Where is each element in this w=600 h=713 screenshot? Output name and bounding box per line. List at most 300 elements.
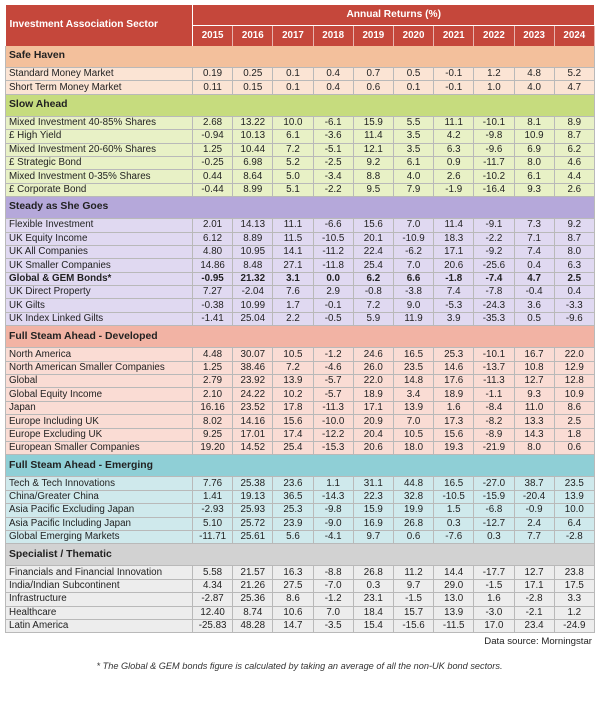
return-value: 14.52 <box>233 441 273 454</box>
return-value: 10.6 <box>273 606 313 619</box>
return-value: 18.9 <box>353 388 393 401</box>
return-value: 8.0 <box>514 441 554 454</box>
sector-column-header: Investment Association Sector <box>6 5 193 46</box>
return-value: 11.2 <box>393 566 433 579</box>
sector-name: Tech & Tech Innovations <box>6 477 193 490</box>
return-value: -12.2 <box>313 428 353 441</box>
return-value: -3.5 <box>313 619 353 632</box>
return-value: -10.1 <box>474 348 514 361</box>
return-value: 0.6 <box>554 441 594 454</box>
return-value: 11.0 <box>514 401 554 414</box>
year-header-2022: 2022 <box>474 26 514 47</box>
return-value: 12.9 <box>554 361 594 374</box>
sector-name: Global <box>6 375 193 388</box>
return-value: 1.6 <box>474 593 514 606</box>
return-value: -9.1 <box>474 219 514 232</box>
return-value: 10.8 <box>514 361 554 374</box>
sector-name: India/Indian Subcontinent <box>6 579 193 592</box>
return-value: 25.61 <box>233 530 273 543</box>
return-value: -6.6 <box>313 219 353 232</box>
return-value: 12.7 <box>514 566 554 579</box>
return-value: 11.9 <box>393 312 433 325</box>
return-value: -16.4 <box>474 183 514 196</box>
return-value: -7.6 <box>434 530 474 543</box>
table-row <box>6 245 595 258</box>
table-row <box>6 477 595 490</box>
return-value: 7.2 <box>353 299 393 312</box>
return-value: 16.16 <box>193 401 233 414</box>
return-value: 21.57 <box>233 566 273 579</box>
return-value: -9.6 <box>554 312 594 325</box>
return-value: -12.7 <box>474 517 514 530</box>
year-header-2023: 2023 <box>514 26 554 47</box>
return-value: -11.2 <box>313 245 353 258</box>
table-body <box>6 46 595 633</box>
return-value: -1.5 <box>393 593 433 606</box>
table-row <box>6 348 595 361</box>
return-value: 5.6 <box>273 530 313 543</box>
return-value: -0.44 <box>193 183 233 196</box>
sector-name: UK Smaller Companies <box>6 259 193 272</box>
return-value: 8.48 <box>233 259 273 272</box>
return-value: 14.8 <box>393 375 433 388</box>
return-value: 44.8 <box>393 477 433 490</box>
return-value: 11.1 <box>273 219 313 232</box>
return-value: -27.0 <box>474 477 514 490</box>
sector-name: North America <box>6 348 193 361</box>
data-source-note: Data source: Morningstar <box>484 636 592 648</box>
return-value: -0.95 <box>193 272 233 285</box>
return-value: 8.9 <box>554 116 594 129</box>
return-value: 15.9 <box>353 504 393 517</box>
return-value: 23.92 <box>233 375 273 388</box>
return-value: 5.10 <box>193 517 233 530</box>
return-value: 17.8 <box>273 401 313 414</box>
return-value: 17.1 <box>434 245 474 258</box>
return-value: 8.0 <box>514 156 554 169</box>
sector-name: Global & GEM Bonds* <box>6 272 193 285</box>
table-row <box>6 219 595 232</box>
return-value: -1.5 <box>474 579 514 592</box>
return-value: -5.1 <box>313 143 353 156</box>
table-row <box>6 619 595 632</box>
return-value: 6.1 <box>393 156 433 169</box>
return-value: -10.0 <box>313 415 353 428</box>
group-title: Full Steam Ahead - Developed <box>6 326 595 348</box>
return-value: -7.4 <box>474 272 514 285</box>
return-value: 29.0 <box>434 579 474 592</box>
sector-name: China/Greater China <box>6 490 193 503</box>
return-value: -9.2 <box>474 245 514 258</box>
return-value: 14.7 <box>273 619 313 632</box>
return-value: -3.0 <box>474 606 514 619</box>
table-row <box>6 517 595 530</box>
return-value: 9.7 <box>393 579 433 592</box>
return-value: 9.3 <box>514 183 554 196</box>
return-value: 26.8 <box>353 566 393 579</box>
return-value: 4.0 <box>514 81 554 94</box>
table-row <box>6 170 595 183</box>
sector-name: Mixed Investment 20-60% Shares <box>6 143 193 156</box>
table-row <box>6 566 595 579</box>
return-value: 2.79 <box>193 375 233 388</box>
return-value: 16.7 <box>514 348 554 361</box>
return-value: 7.1 <box>514 232 554 245</box>
return-value: -11.8 <box>313 259 353 272</box>
return-value: 10.9 <box>554 388 594 401</box>
return-value: 6.98 <box>233 156 273 169</box>
return-value: 17.3 <box>434 415 474 428</box>
sector-name: UK Index Linked Gilts <box>6 312 193 325</box>
return-value: 1.2 <box>554 606 594 619</box>
return-value: 4.8 <box>514 68 554 81</box>
return-value: 13.9 <box>273 375 313 388</box>
return-value: 6.2 <box>353 272 393 285</box>
return-value: 17.1 <box>353 401 393 414</box>
return-value: 23.9 <box>273 517 313 530</box>
return-value: 13.22 <box>233 116 273 129</box>
return-value: -3.4 <box>313 170 353 183</box>
table-row <box>6 415 595 428</box>
return-value: -4.6 <box>313 361 353 374</box>
return-value: 17.6 <box>434 375 474 388</box>
return-value: -0.4 <box>514 286 554 299</box>
return-value: -3.6 <box>313 130 353 143</box>
return-value: -10.5 <box>313 232 353 245</box>
return-value: 2.5 <box>554 272 594 285</box>
return-value: -8.2 <box>474 415 514 428</box>
table-row <box>6 81 595 94</box>
return-value: 1.6 <box>434 401 474 414</box>
return-value: 13.9 <box>393 401 433 414</box>
return-value: 18.9 <box>434 388 474 401</box>
sector-name: Latin America <box>6 619 193 632</box>
return-value: 2.4 <box>514 517 554 530</box>
return-value: -0.25 <box>193 156 233 169</box>
return-value: 6.3 <box>554 259 594 272</box>
return-value: 17.1 <box>514 579 554 592</box>
return-value: 7.0 <box>393 415 433 428</box>
return-value: 23.8 <box>554 566 594 579</box>
footnote: * The Global & GEM bonds figure is calculated by taking an average of all the non-UK bond sectors. <box>96 661 503 672</box>
return-value: -3.8 <box>393 286 433 299</box>
return-value: 9.5 <box>353 183 393 196</box>
table-row <box>6 286 595 299</box>
sector-name: Asia Pacific Excluding Japan <box>6 504 193 517</box>
return-value: -35.3 <box>474 312 514 325</box>
table-row <box>6 272 595 285</box>
return-value: -1.8 <box>434 272 474 285</box>
return-value: 14.16 <box>233 415 273 428</box>
table-row <box>6 428 595 441</box>
return-value: 9.0 <box>393 299 433 312</box>
return-value: 8.6 <box>554 401 594 414</box>
return-value: 0.3 <box>474 530 514 543</box>
return-value: -2.93 <box>193 504 233 517</box>
return-value: 8.02 <box>193 415 233 428</box>
table-row <box>6 579 595 592</box>
return-value: -0.1 <box>434 81 474 94</box>
return-value: -6.1 <box>313 116 353 129</box>
return-value: -8.9 <box>474 428 514 441</box>
return-value: 25.4 <box>353 259 393 272</box>
return-value: 0.6 <box>353 81 393 94</box>
return-value: -1.2 <box>313 348 353 361</box>
sector-name: UK Direct Property <box>6 286 193 299</box>
return-value: 19.13 <box>233 490 273 503</box>
return-value: 10.5 <box>393 428 433 441</box>
return-value: 0.1 <box>273 81 313 94</box>
table-row <box>6 130 595 143</box>
return-value: 17.4 <box>273 428 313 441</box>
table-row <box>6 530 595 543</box>
return-value: 15.6 <box>434 428 474 441</box>
sector-name: European Smaller Companies <box>6 441 193 454</box>
return-value: 14.86 <box>193 259 233 272</box>
return-value: 18.3 <box>434 232 474 245</box>
return-value: 3.5 <box>393 130 433 143</box>
return-value: 24.22 <box>233 388 273 401</box>
sector-name: Financials and Financial Innovation <box>6 566 193 579</box>
sector-name: Japan <box>6 401 193 414</box>
return-value: 1.8 <box>554 428 594 441</box>
year-header-2021: 2021 <box>434 26 474 47</box>
return-value: 0.1 <box>273 68 313 81</box>
return-value: 4.2 <box>434 130 474 143</box>
return-value: 10.99 <box>233 299 273 312</box>
group-header-row <box>6 455 595 477</box>
return-value: 25.72 <box>233 517 273 530</box>
sector-name: Asia Pacific Including Japan <box>6 517 193 530</box>
return-value: 8.6 <box>273 593 313 606</box>
group-title: Full Steam Ahead - Emerging <box>6 455 595 477</box>
return-value: 13.0 <box>434 593 474 606</box>
return-value: 0.3 <box>353 579 393 592</box>
return-value: 21.26 <box>233 579 273 592</box>
return-value: 7.4 <box>434 286 474 299</box>
return-value: -1.1 <box>474 388 514 401</box>
return-value: 25.4 <box>273 441 313 454</box>
group-header-row <box>6 197 595 219</box>
group-header-row <box>6 94 595 116</box>
sector-name: £ Corporate Bond <box>6 183 193 196</box>
return-value: 0.25 <box>233 68 273 81</box>
return-value: 16.9 <box>353 517 393 530</box>
return-value: 10.95 <box>233 245 273 258</box>
return-value: 30.07 <box>233 348 273 361</box>
return-value: 11.4 <box>353 130 393 143</box>
return-value: -6.2 <box>393 245 433 258</box>
group-title: Safe Haven <box>6 46 595 68</box>
return-value: 1.1 <box>313 477 353 490</box>
table-row <box>6 593 595 606</box>
return-value: 24.6 <box>353 348 393 361</box>
return-value: 4.34 <box>193 579 233 592</box>
return-value: -21.9 <box>474 441 514 454</box>
table-row <box>6 259 595 272</box>
return-value: 25.38 <box>233 477 273 490</box>
group-header-row <box>6 326 595 348</box>
return-value: 25.3 <box>273 504 313 517</box>
return-value: -4.1 <box>313 530 353 543</box>
return-value: -10.5 <box>434 490 474 503</box>
return-value: 5.58 <box>193 566 233 579</box>
return-value: 10.0 <box>554 504 594 517</box>
return-value: -15.3 <box>313 441 353 454</box>
return-value: 23.52 <box>233 401 273 414</box>
return-value: -5.7 <box>313 375 353 388</box>
sector-name: UK Equity Income <box>6 232 193 245</box>
return-value: 18.4 <box>353 606 393 619</box>
return-value: 2.68 <box>193 116 233 129</box>
return-value: 7.76 <box>193 477 233 490</box>
group-header-row <box>6 544 595 566</box>
return-value: 4.7 <box>554 81 594 94</box>
return-value: 13.9 <box>434 606 474 619</box>
sector-name: Europe Including UK <box>6 415 193 428</box>
table-row <box>6 361 595 374</box>
returns-table-container <box>5 5 594 671</box>
return-value: 7.4 <box>514 245 554 258</box>
sector-name: UK All Companies <box>6 245 193 258</box>
table-row <box>6 606 595 619</box>
return-value: 0.6 <box>393 530 433 543</box>
table-row <box>6 143 595 156</box>
table-row <box>6 116 595 129</box>
return-value: 14.13 <box>233 219 273 232</box>
return-value: 0.5 <box>514 312 554 325</box>
return-value: -7.0 <box>313 579 353 592</box>
return-value: 25.93 <box>233 504 273 517</box>
return-value: 16.5 <box>393 348 433 361</box>
return-value: 15.4 <box>353 619 393 632</box>
return-value: 4.4 <box>554 170 594 183</box>
return-value: 2.6 <box>554 183 594 196</box>
return-value: 3.6 <box>514 299 554 312</box>
return-value: 5.5 <box>393 116 433 129</box>
return-value: 0.11 <box>193 81 233 94</box>
return-value: 1.25 <box>193 361 233 374</box>
return-value: 6.1 <box>273 130 313 143</box>
return-value: 7.9 <box>393 183 433 196</box>
return-value: 4.6 <box>554 156 594 169</box>
return-value: 18.0 <box>393 441 433 454</box>
return-value: -2.2 <box>313 183 353 196</box>
return-value: 13.3 <box>514 415 554 428</box>
return-value: 8.89 <box>233 232 273 245</box>
table-row <box>6 312 595 325</box>
return-value: 8.8 <box>353 170 393 183</box>
return-value: 0.4 <box>313 81 353 94</box>
return-value: 8.64 <box>233 170 273 183</box>
return-value: 10.44 <box>233 143 273 156</box>
return-value: 23.4 <box>514 619 554 632</box>
return-value: 32.8 <box>393 490 433 503</box>
return-value: -2.1 <box>514 606 554 619</box>
return-value: 4.7 <box>514 272 554 285</box>
year-header-2018: 2018 <box>313 26 353 47</box>
year-header-2015: 2015 <box>193 26 233 47</box>
return-value: -0.8 <box>353 286 393 299</box>
group-title: Steady as She Goes <box>6 197 595 219</box>
return-value: 9.7 <box>353 530 393 543</box>
return-value: 36.5 <box>273 490 313 503</box>
return-value: -2.2 <box>474 232 514 245</box>
return-value: 17.0 <box>474 619 514 632</box>
return-value: 10.0 <box>273 116 313 129</box>
return-value: 22.3 <box>353 490 393 503</box>
return-value: -17.7 <box>474 566 514 579</box>
table-row <box>6 388 595 401</box>
return-value: -1.2 <box>313 593 353 606</box>
return-value: 0.1 <box>393 81 433 94</box>
sector-name: Short Term Money Market <box>6 81 193 94</box>
return-value: -9.8 <box>313 504 353 517</box>
sector-name: Flexible Investment <box>6 219 193 232</box>
return-value: 14.3 <box>514 428 554 441</box>
return-value: 23.5 <box>393 361 433 374</box>
return-value: -11.71 <box>193 530 233 543</box>
return-value: -15.6 <box>393 619 433 632</box>
return-value: 6.9 <box>514 143 554 156</box>
table-row <box>6 401 595 414</box>
sector-name: Mixed Investment 40-85% Shares <box>6 116 193 129</box>
return-value: 3.4 <box>393 388 433 401</box>
return-value: -0.1 <box>313 299 353 312</box>
return-value: 23.1 <box>353 593 393 606</box>
return-value: 22.4 <box>353 245 393 258</box>
return-value: -0.5 <box>313 312 353 325</box>
return-value: 10.13 <box>233 130 273 143</box>
return-value: 19.20 <box>193 441 233 454</box>
annual-returns-header: Annual Returns (%) <box>193 5 595 26</box>
return-value: 10.9 <box>514 130 554 143</box>
table-row <box>6 375 595 388</box>
return-value: -10.9 <box>393 232 433 245</box>
return-value: 0.4 <box>514 259 554 272</box>
return-value: 7.3 <box>514 219 554 232</box>
return-value: -24.9 <box>554 619 594 632</box>
return-value: -3.3 <box>554 299 594 312</box>
returns-table <box>5 5 595 633</box>
year-header-2017: 2017 <box>273 26 313 47</box>
return-value: 7.6 <box>273 286 313 299</box>
return-value: 25.3 <box>434 348 474 361</box>
return-value: -0.9 <box>514 504 554 517</box>
return-value: 8.7 <box>554 130 594 143</box>
return-value: 25.36 <box>233 593 273 606</box>
return-value: 13.9 <box>554 490 594 503</box>
return-value: 2.9 <box>313 286 353 299</box>
return-value: 9.25 <box>193 428 233 441</box>
return-value: 11.5 <box>273 232 313 245</box>
year-header-2024: 2024 <box>554 26 594 47</box>
return-value: -2.04 <box>233 286 273 299</box>
return-value: 6.6 <box>393 272 433 285</box>
return-value: 16.3 <box>273 566 313 579</box>
return-value: 8.7 <box>554 232 594 245</box>
table-row <box>6 504 595 517</box>
table-row <box>6 183 595 196</box>
return-value: 4.80 <box>193 245 233 258</box>
return-value: 1.41 <box>193 490 233 503</box>
return-value: 2.01 <box>193 219 233 232</box>
sector-name: Mixed Investment 0-35% Shares <box>6 170 193 183</box>
return-value: -0.1 <box>434 68 474 81</box>
sector-name: UK Gilts <box>6 299 193 312</box>
return-value: 0.4 <box>313 68 353 81</box>
return-value: 0.0 <box>313 272 353 285</box>
